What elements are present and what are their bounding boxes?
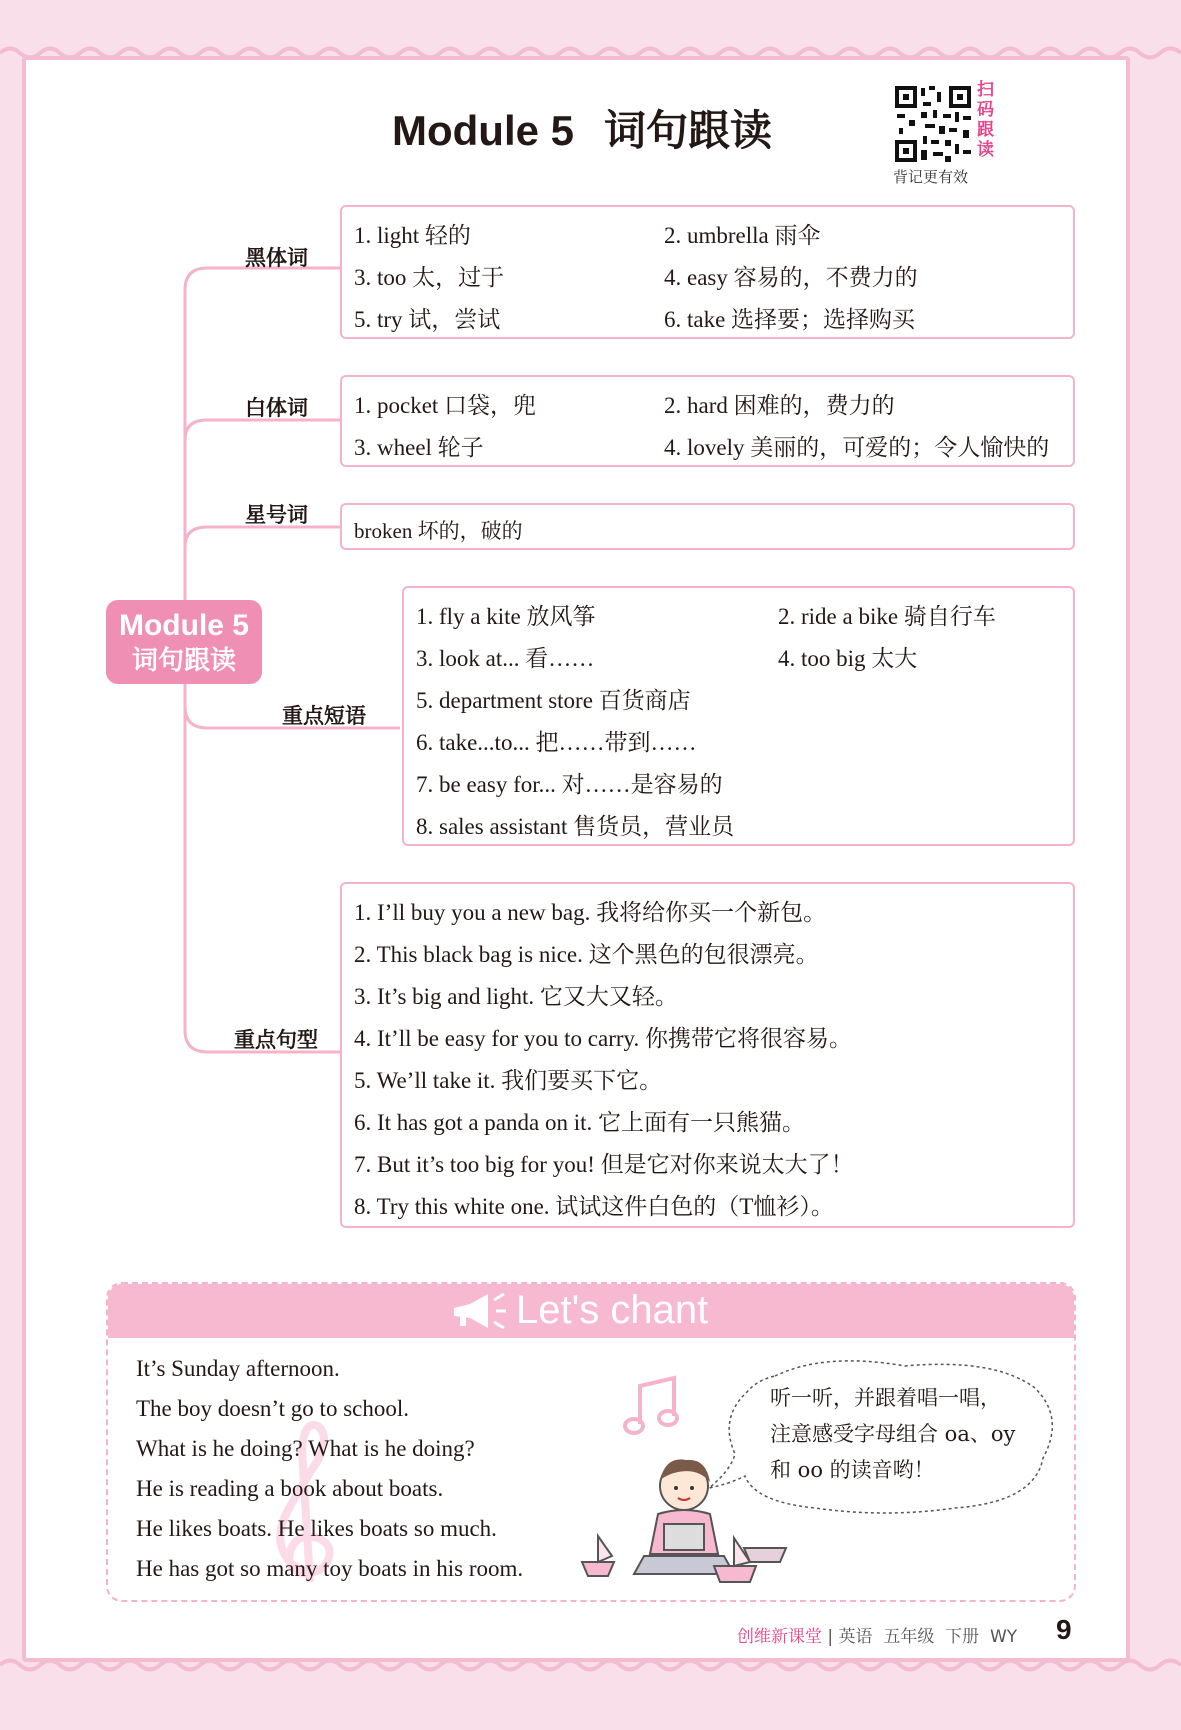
list-item: 1. I’ll buy you a new bag. 我将给你买一个新包。 [354,900,827,925]
list-item: 6. take...to... 把……带到…… [416,730,697,755]
list-item: 6. take 选择要；选择购买 [664,307,916,332]
list-item: 1. light 轻的 [354,223,471,248]
plain-words-box [340,375,1075,467]
key-phrases-box [402,586,1075,846]
root-node: Module 5 词句跟读 [106,600,262,684]
list-item: 7. be easy for... 对……是容易的 [416,772,723,797]
list-item: 4. It’ll be easy for you to carry. 你携带它将很容易。 [354,1026,853,1051]
qr-side-text: 扫 码 跟 读 [977,80,994,160]
key-phrases-label: 重点短语 [282,704,366,728]
list-item: 4. too big 太大 [778,646,918,671]
chant-line: The boy doesn’t go to school. [136,1396,409,1421]
music-note-icon [622,1374,682,1438]
chant-line: He likes boats. He likes boats so much. [136,1516,497,1541]
list-item: 3. It’s big and light. 它又大又轻。 [354,984,678,1009]
page-title: Module 5 词句跟读 [392,107,773,154]
bubble-text: 听一听，并跟着唱一唱， 注意感受字母组合 oa、oy 和 oo 的读音哟！ [770,1386,1016,1482]
list-item: 2. hard 困难的，费力的 [664,393,895,418]
list-item: 1. fly a kite 放风筝 [416,604,596,629]
bold-words-box [340,205,1075,339]
key-sentences-label: 重点句型 [234,1028,318,1052]
list-item: 5. department store 百货商店 [416,688,691,713]
list-item: 3. wheel 轮子 [354,435,484,460]
list-item: 3. too 太，过于 [354,265,505,290]
qr-note: 背记更有效 [893,168,969,186]
list-item: 2. umbrella 雨伞 [664,223,821,248]
star-words-box [340,503,1075,550]
chant-header [108,1284,1074,1338]
list-item: 3. look at... 看…… [416,646,595,671]
key-sentences-box [340,882,1075,1228]
chant-line: He is reading a book about boats. [136,1476,444,1501]
footer: 创维新课堂 | 英语 五年级 下册 WY [737,1627,1018,1647]
list-item: 1. pocket 口袋，兜 [354,393,537,418]
list-item: 5. We’ll take it. 我们要买下它。 [354,1068,663,1093]
megaphone-icon [448,1292,508,1332]
chant-line: It’s Sunday afternoon. [136,1356,340,1381]
chant-line: He has got so many toy boats in his room. [136,1556,524,1581]
chant-title: Let's chant [516,1288,709,1332]
page-number: 9 [1056,1614,1072,1645]
bold-words-label: 黑体词 [245,246,308,270]
list-item: 8. sales assistant 售货员，营业员 [416,814,735,839]
footer-brand: 创维新课堂 [737,1627,822,1647]
list-item: 5. try 试，尝试 [354,307,501,332]
list-item: 2. This black bag is nice. 这个黑色的包很漂亮。 [354,942,819,967]
list-item: 4. easy 容易的，不费力的 [664,265,918,290]
list-item: 2. ride a bike 骑自行车 [778,604,996,629]
list-item: 4. lovely 美丽的，可爱的；令人愉快的 [664,435,1050,460]
list-item: 6. It has got a panda on it. 它上面有一只熊猫。 [354,1110,806,1135]
list-item: 8. Try this white one. 试试这件白色的（T恤衫）。 [354,1194,834,1219]
list-item: 7. But it’s too big for you! 但是它对你来说太大了！ [354,1152,854,1177]
list-item: broken 坏的，破的 [354,519,523,543]
bottom-wave-border [0,1656,1181,1674]
chant-line: What is he doing? What is he doing? [136,1436,475,1461]
plain-words-label: 白体词 [245,396,308,420]
star-words-label: 星号词 [245,503,308,527]
